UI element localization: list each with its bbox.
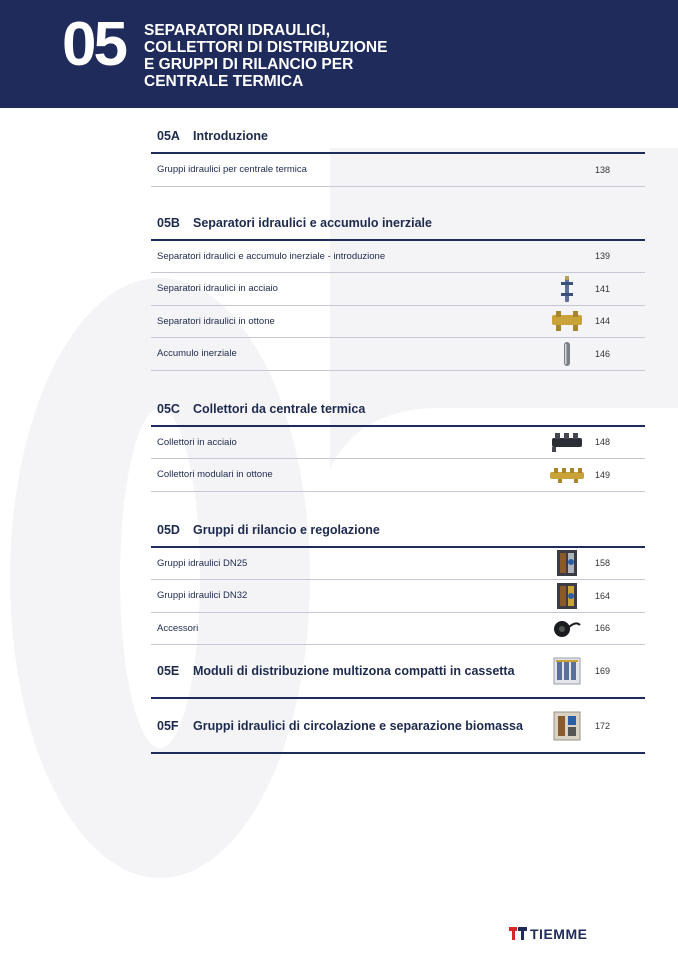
biomass-group-icon — [545, 712, 589, 740]
toc-row-label: Gruppi idraulici per centrale termica — [157, 164, 307, 176]
toc-row-label: Separatori idraulici in acciaio — [157, 283, 278, 295]
chapter-header — [0, 0, 678, 108]
section-header-05d[interactable] — [151, 514, 645, 548]
toc-row[interactable] — [151, 273, 645, 306]
section-page: 169 — [595, 666, 611, 676]
toc-row-page: 158 — [595, 558, 611, 569]
toc-row[interactable] — [151, 580, 645, 613]
table-of-contents — [151, 120, 645, 754]
multizone-cabinet-icon — [545, 657, 589, 685]
section-header-05f[interactable] — [151, 699, 645, 754]
toc-row[interactable] — [151, 459, 645, 492]
toc-row-page: 144 — [595, 316, 611, 327]
section-code: 05B — [157, 215, 180, 230]
chapter-title-line: E GRUPPI DI RILANCIO PER — [144, 56, 354, 74]
toc-row-page: 139 — [595, 251, 611, 262]
chapter-title-line: COLLETTORI DI DISTRIBUZIONE — [144, 39, 388, 57]
chapter-number: 05 — [62, 10, 125, 79]
buffer-tank-icon — [545, 340, 589, 368]
steel-manifold-icon — [545, 428, 589, 456]
brass-manifold-icon — [545, 461, 589, 489]
toc-row[interactable] — [151, 427, 645, 460]
section-title: Collettori da centrale termica — [193, 401, 366, 416]
steel-separator-icon — [545, 275, 589, 303]
toc-row[interactable] — [151, 548, 645, 581]
section-code: 05A — [157, 129, 180, 143]
toc-row[interactable] — [151, 306, 645, 339]
toc-row-label: Gruppi idraulici DN32 — [157, 590, 248, 602]
toc-row[interactable] — [151, 241, 645, 274]
brand-logo — [509, 926, 587, 942]
section-title: Introduzione — [193, 129, 268, 143]
toc-row-page: 146 — [595, 348, 611, 359]
empty-thumb — [545, 156, 589, 184]
section-header-05b[interactable] — [151, 207, 645, 241]
section-header-05a[interactable] — [151, 120, 645, 154]
toc-row-page: 149 — [595, 469, 611, 480]
chapter-title — [144, 22, 444, 90]
toc-row-label: Collettori modulari in ottone — [157, 469, 273, 481]
toc-row-page: 164 — [595, 590, 611, 601]
toc-row-page: 138 — [595, 164, 611, 175]
section-code: 05F — [157, 718, 179, 733]
toc-row[interactable] — [151, 154, 645, 187]
section-page: 172 — [595, 720, 611, 731]
pump-group-dn32-icon — [545, 582, 589, 610]
section-code: 05E — [157, 664, 180, 678]
section-code: 05C — [157, 401, 180, 416]
accessory-actuator-icon — [545, 614, 589, 642]
chapter-title-line: CENTRALE TERMICA — [144, 73, 304, 91]
section-title: Moduli di distribuzione multizona compatti in cassetta — [193, 664, 515, 678]
toc-row-page: 148 — [595, 437, 611, 448]
toc-row-label: Gruppi idraulici DN25 — [157, 557, 248, 569]
toc-row-label: Accessori — [157, 622, 199, 634]
toc-row-label: Separatori idraulici e accumulo inerziale - introduzione — [157, 250, 386, 262]
toc-row-label: Accumulo inerziale — [157, 348, 237, 360]
section-header-05c[interactable] — [151, 393, 645, 427]
toc-row-label: Collettori in acciaio — [157, 436, 237, 448]
toc-row[interactable] — [151, 338, 645, 371]
section-title: Gruppi di rilancio e regolazione — [193, 522, 380, 537]
section-title: Gruppi idraulici di circolazione e separazione biomassa — [193, 718, 523, 733]
chapter-title-line: SEPARATORI IDRAULICI, — [144, 22, 331, 39]
pump-group-dn25-icon — [545, 549, 589, 577]
tiemme-logo-icon — [509, 927, 527, 941]
section-header-05e[interactable] — [151, 645, 645, 699]
empty-thumb — [545, 242, 589, 270]
toc-row-page: 141 — [595, 283, 611, 294]
section-title: Separatori idraulici e accumulo inerziale — [193, 215, 432, 230]
toc-row[interactable] — [151, 613, 645, 646]
section-code: 05D — [157, 522, 180, 537]
toc-row-label: Separatori idraulici in ottone — [157, 315, 275, 327]
toc-row-page: 166 — [595, 623, 611, 634]
brass-separator-icon — [545, 307, 589, 335]
brand-name: TIEMME — [530, 926, 588, 942]
